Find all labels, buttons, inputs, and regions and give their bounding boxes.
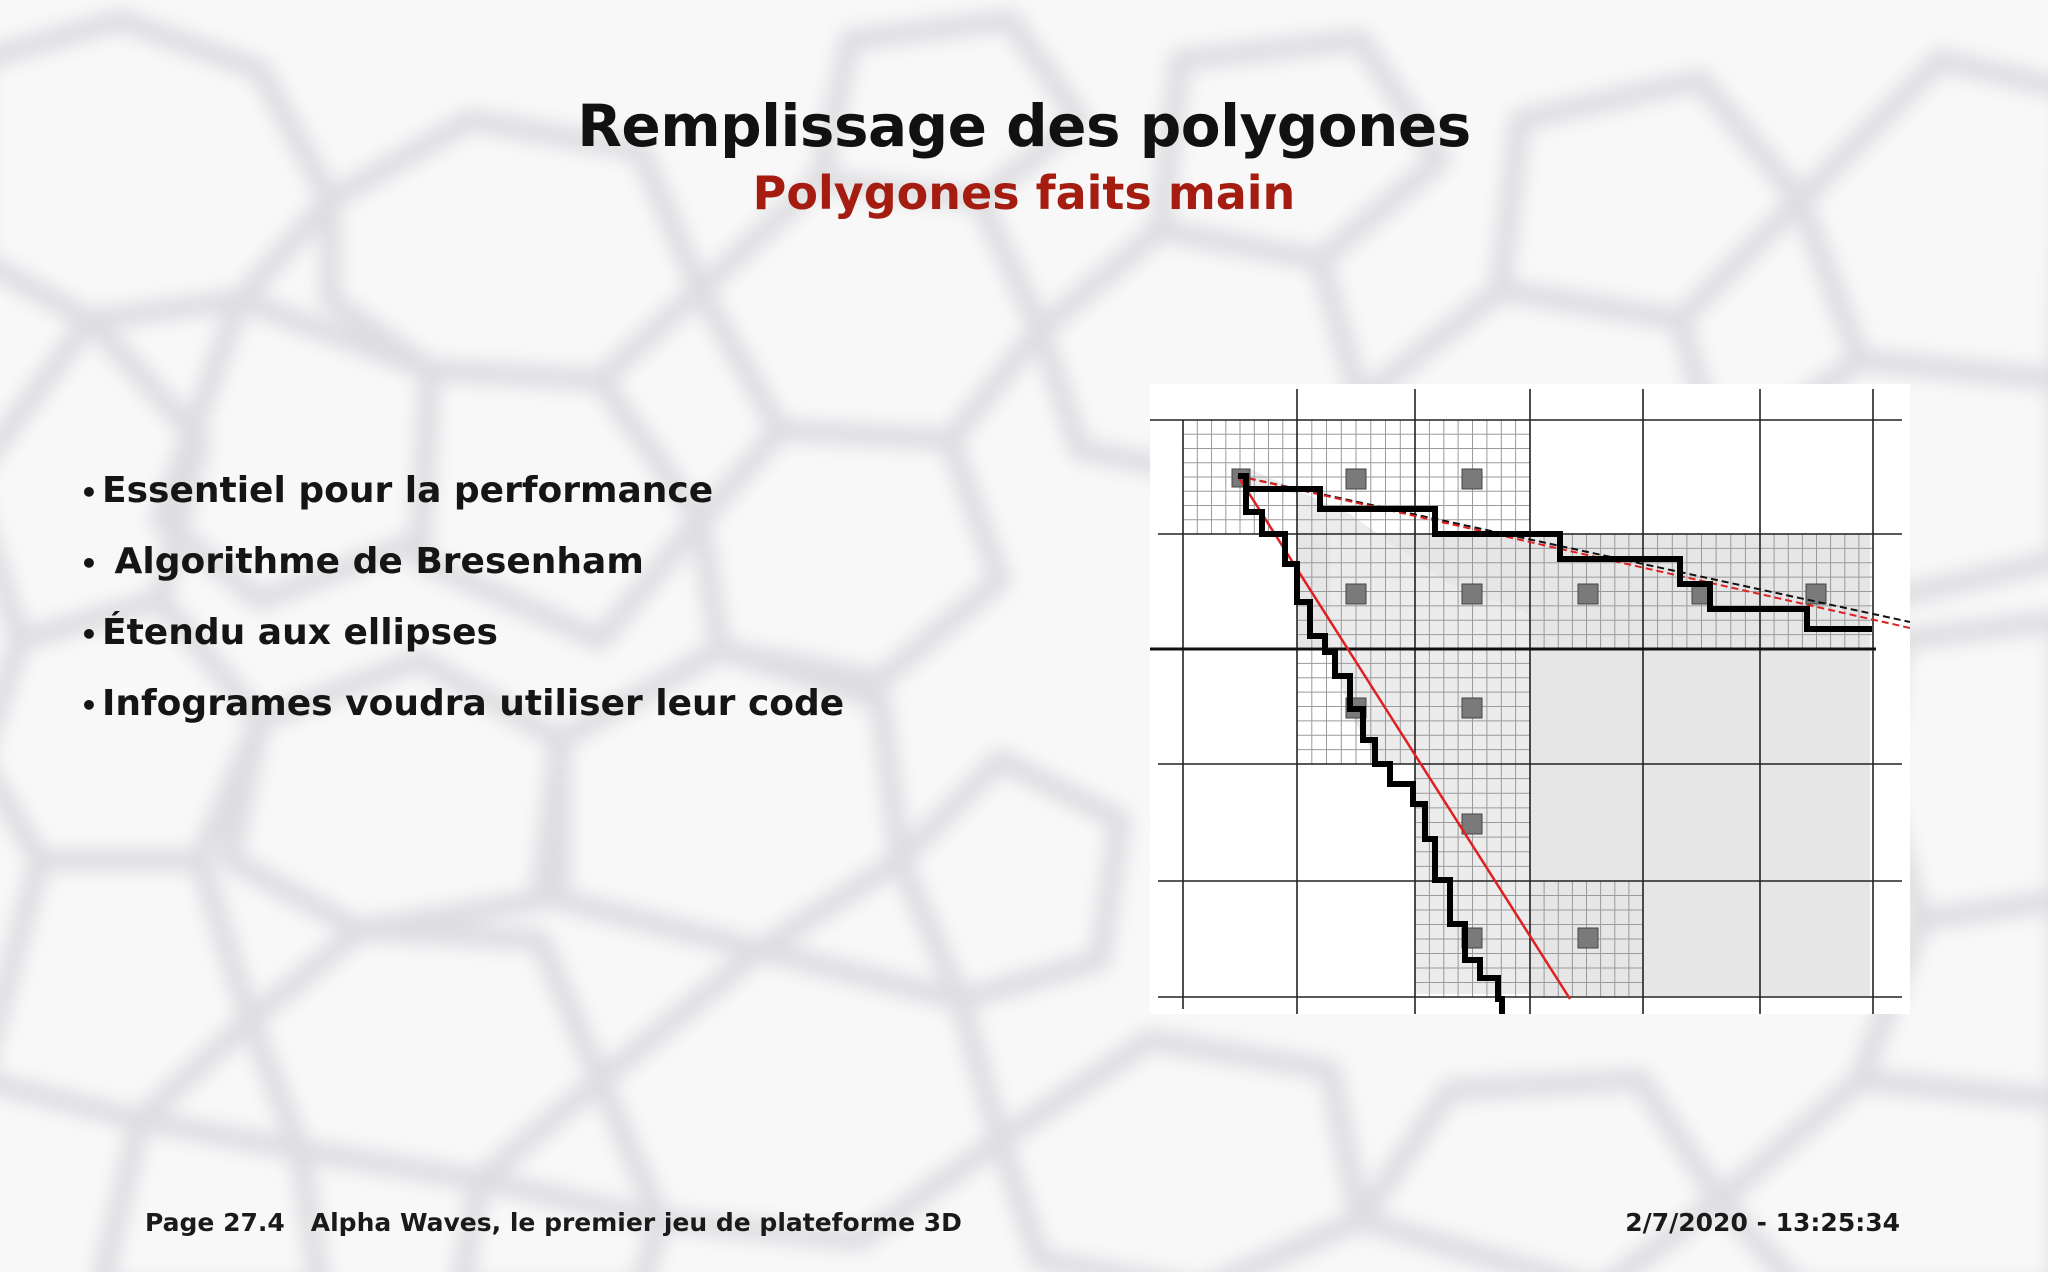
bullet-item: [80, 462, 844, 533]
bullet-text: Essentiel pour la performance: [102, 470, 714, 511]
slide-title: Remplissage des polygones: [577, 92, 1471, 160]
bullet-text: Infogrames voudra utiliser leur code: [102, 683, 845, 724]
footer-left: [145, 1208, 962, 1237]
bullet-marker: •: [80, 618, 98, 651]
bullet-item: [80, 533, 844, 604]
bullet-list: [80, 462, 844, 746]
slide-subtitle: Polygones faits main: [752, 166, 1296, 220]
deck-title: Alpha Waves, le premier jeu de plateforme 3D: [310, 1208, 962, 1237]
footer-datetime: 2/7/2020 - 13:25:34: [1625, 1208, 1900, 1237]
polygon-fill-grid-figure: [1150, 384, 1910, 1014]
bullet-text: Algorithme de Bresenham: [102, 541, 644, 582]
bullet-marker: •: [80, 547, 98, 580]
bullet-marker: •: [80, 689, 98, 722]
bullet-item: [80, 604, 844, 675]
page-number: Page 27.4: [145, 1208, 285, 1237]
bullet-item: [80, 675, 844, 746]
bullet-text: Étendu aux ellipses: [102, 612, 498, 653]
bullet-marker: •: [80, 476, 98, 509]
